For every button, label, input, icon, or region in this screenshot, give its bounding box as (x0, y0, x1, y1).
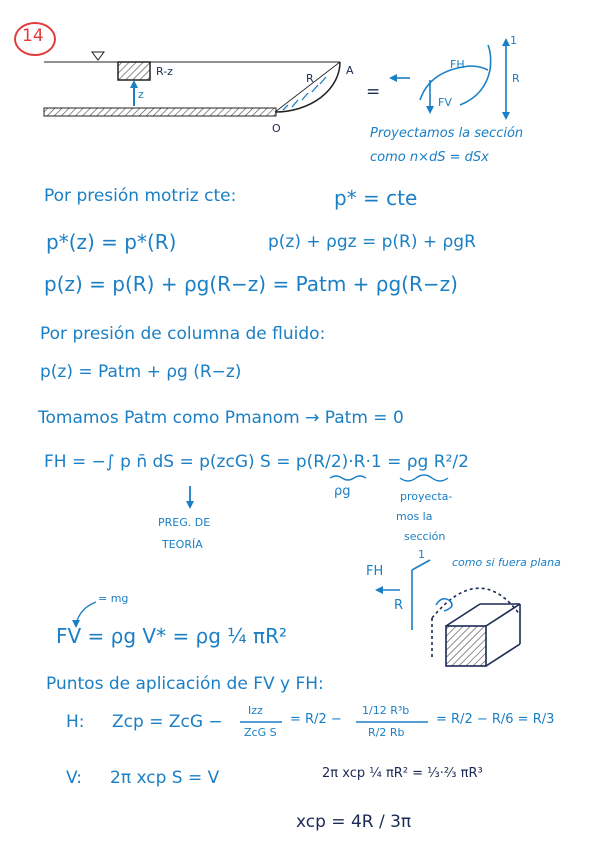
fv-label: FV (438, 96, 452, 109)
problem-number: 14 (22, 26, 44, 46)
block (118, 62, 150, 80)
eq-pz-column: p(z) = Patm + ρg (R−z) (40, 362, 242, 382)
projection-section-2: mos la (396, 510, 433, 523)
h-eq-rhs: = R/2 − R/6 = R/3 (436, 712, 555, 727)
eq-fh: FH = −∫ p n̄ dS = p(zcG) S = p(R/2)·R·1 = ρg R²/2 (44, 452, 469, 472)
frac2-num: 1/12 R³b (362, 704, 410, 717)
fh-sketch2-label: FH (366, 564, 384, 579)
block-label: R-z (156, 65, 173, 78)
heading-patm: Tomamos Patm como Pmanom → Patm = 0 (38, 408, 404, 428)
fh-label: FH (450, 58, 465, 71)
box-sketch (432, 588, 520, 666)
heading-fluid-column: Por presión de columna de fluido: (40, 324, 326, 344)
frac1-num: Izz (248, 704, 263, 717)
h-eq-mid: = R/2 − (290, 712, 342, 727)
v-label: V: (66, 768, 82, 788)
projection-section-3: sección (404, 530, 446, 543)
r-sketch2-label: R (394, 598, 404, 613)
plane-note: como si fuera plana (452, 556, 561, 569)
one-sketch2-label: 1 (418, 548, 425, 561)
z-label: z (138, 88, 144, 101)
eq-pstar: p*(z) = p*(R) (46, 230, 177, 254)
heading-motive-pressure: Por presión motriz cte: (44, 186, 237, 206)
eq-pz-rho: p(z) + ρgz = p(R) + ρgR (268, 232, 476, 252)
theory-note-2: TEORÍA (162, 538, 203, 551)
floor (44, 108, 276, 116)
r-sketch-label: R (512, 72, 520, 85)
water-level-marker (92, 52, 104, 60)
v-eq-2: 2π xcp ¼ πR² = ⅓·⅔ πR³ (322, 766, 483, 781)
projection-note-1: Proyectamos la sección (370, 126, 524, 141)
one-label: 1 (510, 34, 517, 47)
v-eq: 2π xcp S = V (110, 768, 220, 788)
o-label: O (272, 122, 281, 135)
pressure-arrows (283, 77, 326, 110)
r-label: R (306, 72, 314, 85)
h-label: H: (66, 712, 85, 732)
projection-note-2: como n×dS = dSx (370, 150, 489, 165)
frac1-den: ZcG S (244, 726, 277, 739)
eq-fv: FV = ρg V* = ρg ¼ πR² (56, 624, 288, 648)
equals-sign: = (366, 82, 381, 102)
eq-pstar-cte: p* = cte (334, 186, 418, 210)
a-label: A (346, 64, 354, 77)
h-eq-lhs: Zcp = ZcG − (112, 712, 223, 732)
frac2-den: R/2 Rb (368, 726, 405, 739)
under-pg: ρg (334, 484, 351, 499)
theory-note-1: PREG. DE (158, 516, 211, 529)
heading-application-points: Puntos de aplicación de FV y FH: (46, 674, 324, 694)
mg-label: = mg (98, 592, 129, 605)
projection-section-1: proyecta- (400, 490, 453, 503)
eq-pz: p(z) = p(R) + ρg(R−z) = Patm + ρg(R−z) (44, 272, 458, 296)
xcp-result: xcp = 4R / 3π (296, 812, 412, 832)
